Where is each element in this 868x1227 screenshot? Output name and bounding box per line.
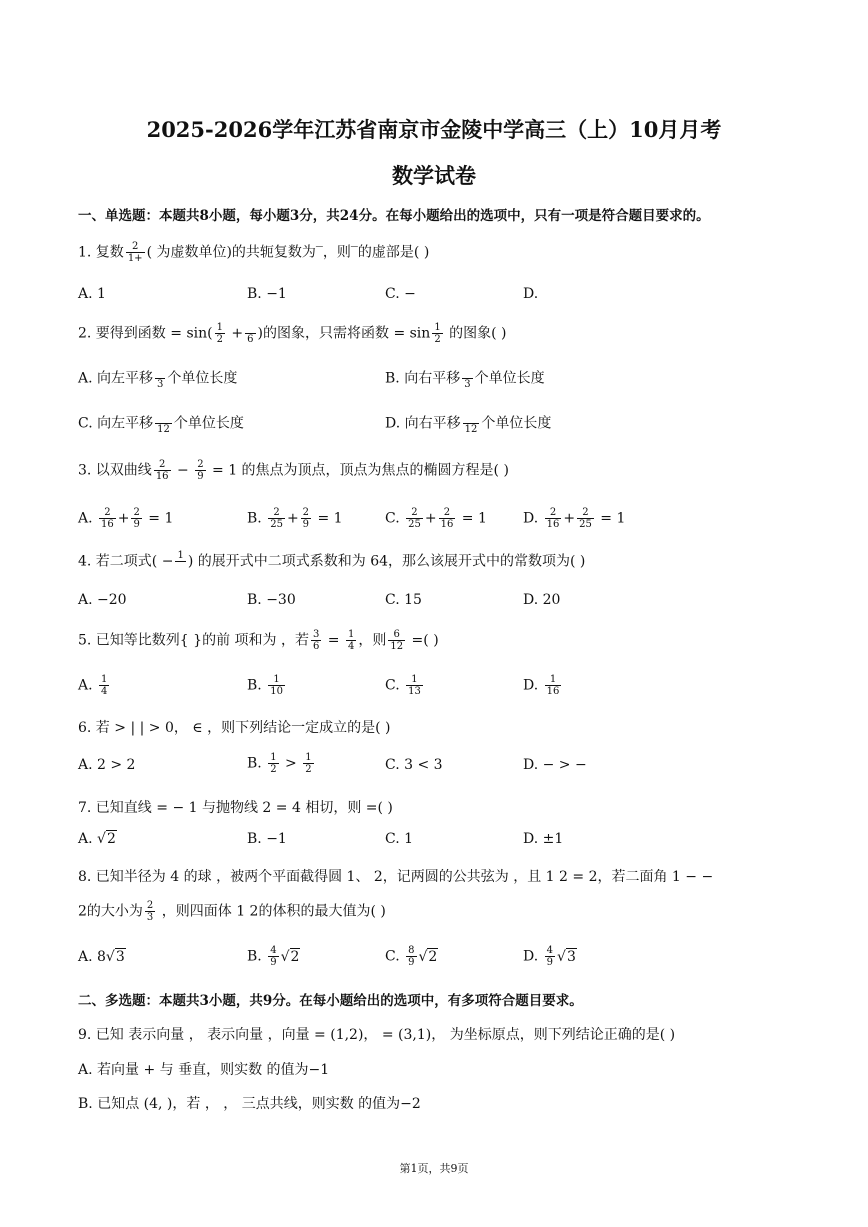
q5-option-a: A. $\frac{1}{4}$ xyxy=(78,674,108,697)
q2-option-b: B. 向右平移 3 个单位长度 xyxy=(385,367,545,390)
question-8-line-2: 2的大小为 $\frac{2}{3}$ ，则四面体 1 2的体积的最大值为( ) xyxy=(78,900,386,923)
fraction: $\frac{1}{2}$ xyxy=(216,322,223,345)
q8-option-c: C. $\frac{8}{9}$ √2 xyxy=(385,945,438,968)
q3-option-a: A. $\frac{2}{16}$ + $\frac{2}{9}$ = 1 xyxy=(78,507,174,530)
q1-option-b: B. −1 xyxy=(247,286,287,302)
q4-option-b: B. −30 xyxy=(247,592,296,608)
fraction: 6 xyxy=(245,322,255,345)
question-8-line-1: 8. 已知半径为 4 的球 ，被两个平面截得圆 1、 2，记两圆的公共弦为 ，且 1 2 = 2，若二面角 1 − − xyxy=(78,869,714,885)
q6-option-d: D. − > − xyxy=(523,757,587,773)
q9-option-a: A. 若向量 + 与 垂直，则实数 的值为−1 xyxy=(78,1062,330,1078)
fraction: $\frac{2}{1+}$ xyxy=(127,241,143,264)
q7-option-b: B. −1 xyxy=(247,831,287,847)
q4-option-a: A. −20 xyxy=(78,592,127,608)
q6-option-c: C. 3 < 3 xyxy=(385,757,443,773)
q2-option-c: C. 向左平移 12 个单位长度 xyxy=(78,412,244,435)
q1-option-a: A. 1 xyxy=(78,286,106,302)
section-heading-multi-choice: 二、多选题：本题共3小题，共9分。在每小题给出的选项中，有多项符合题目要求。 xyxy=(78,993,583,1009)
q7-option-a: A. √2 xyxy=(78,831,116,847)
question-6: 6. 若 > | | > 0， ∈ ，则下列结论一定成立的是( ) xyxy=(78,720,391,736)
q7-option-c: C. 1 xyxy=(385,831,414,847)
q5-option-d: D. $\frac{1}{16}$ xyxy=(523,674,560,697)
question-7: 7. 已知直线 = − 1 与抛物线 2 = 4 相切，则 =( ) xyxy=(78,800,393,816)
q7-option-d: D. ±1 xyxy=(523,831,564,847)
q8-option-a: A. 8√3 xyxy=(78,949,125,965)
q3-option-c: C. $\frac{2}{25}$ + $\frac{2}{16}$ = 1 xyxy=(385,507,487,530)
q4-option-c: C. 15 xyxy=(385,592,422,608)
fraction: $\frac{1}{2}$ xyxy=(434,322,441,345)
page-footer: 第1页，共9页 xyxy=(399,1162,469,1175)
question-2: 2. 要得到函数 = sin( $\frac{1}{2}$ + 6 )的图象，只需将函数 = sin $\frac{1}{2}$ 的图象( ) xyxy=(78,322,507,345)
q5-option-c: C. $\frac{1}{13}$ xyxy=(385,674,421,697)
q5-option-b: B. $\frac{1}{10}$ xyxy=(247,674,283,697)
exam-title: 2025-2026学年江苏省南京市金陵中学高三（上）10月月考 xyxy=(146,117,722,142)
q1-option-d: D. xyxy=(523,286,539,302)
q1-option-c: C. − xyxy=(385,286,416,302)
question-3: 3. 以双曲线 $\frac{2}{16}$ − $\frac{2}{9}$ = 1 的焦点为顶点，顶点为焦点的椭圆方程是( ) xyxy=(78,459,509,482)
section-heading-single-choice: 一、单选题：本题共8小题，每小题3分，共24分。在每小题给出的选项中，只有一项是符合题目要求的。 xyxy=(78,208,710,224)
sqrt: √2 xyxy=(97,831,116,847)
q3-option-d: D. $\frac{2}{16}$ + $\frac{2}{25}$ = 1 xyxy=(523,507,626,530)
q6-option-a: A. 2 > 2 xyxy=(78,757,136,773)
question-9: 9. 已知 表示向量 ， 表示向量 ，向量 = (1,2)， = (3,1)， 为坐标原点，则下列结论正确的是( ) xyxy=(78,1027,676,1043)
q4-option-d: D. 20 xyxy=(523,592,561,608)
q3-option-b: B. $\frac{2}{25}$ + $\frac{2}{9}$ = 1 xyxy=(247,507,343,530)
question-4: 4. 若二项式( − 1 ) 的展开式中二项式系数和为 64，那么该展开式中的常数项为( ) xyxy=(78,550,586,570)
q6-option-b: B. $\frac{1}{2}$ > $\frac{1}{2}$ xyxy=(247,752,312,775)
q8-option-d: D. $\frac{4}{9}$ √3 xyxy=(523,945,576,968)
exam-subtitle: 数学试卷 xyxy=(392,163,476,188)
q2-option-a: A. 向左平移 3 个单位长度 xyxy=(78,367,237,390)
q8-option-b: B. $\frac{4}{9}$ √2 xyxy=(247,945,300,968)
question-1: 1. 复数 $\frac{2}{1+}$ ( 为虚数单位)的共轭复数为‾，则‾的虚部是( ) xyxy=(78,241,430,264)
question-5: 5. 已知等比数列{ }的前 项和为 ，若 $\frac{3}{6}$ = $\frac{1}{4}$ ，则 $\frac{6}{12}$ =( ) xyxy=(78,629,439,652)
q2-option-d: D. 向右平移 12 个单位长度 xyxy=(385,412,551,435)
q9-option-b: B. 已知点 (4, )，若 ， ， 三点共线，则实数 的值为−2 xyxy=(78,1096,421,1112)
